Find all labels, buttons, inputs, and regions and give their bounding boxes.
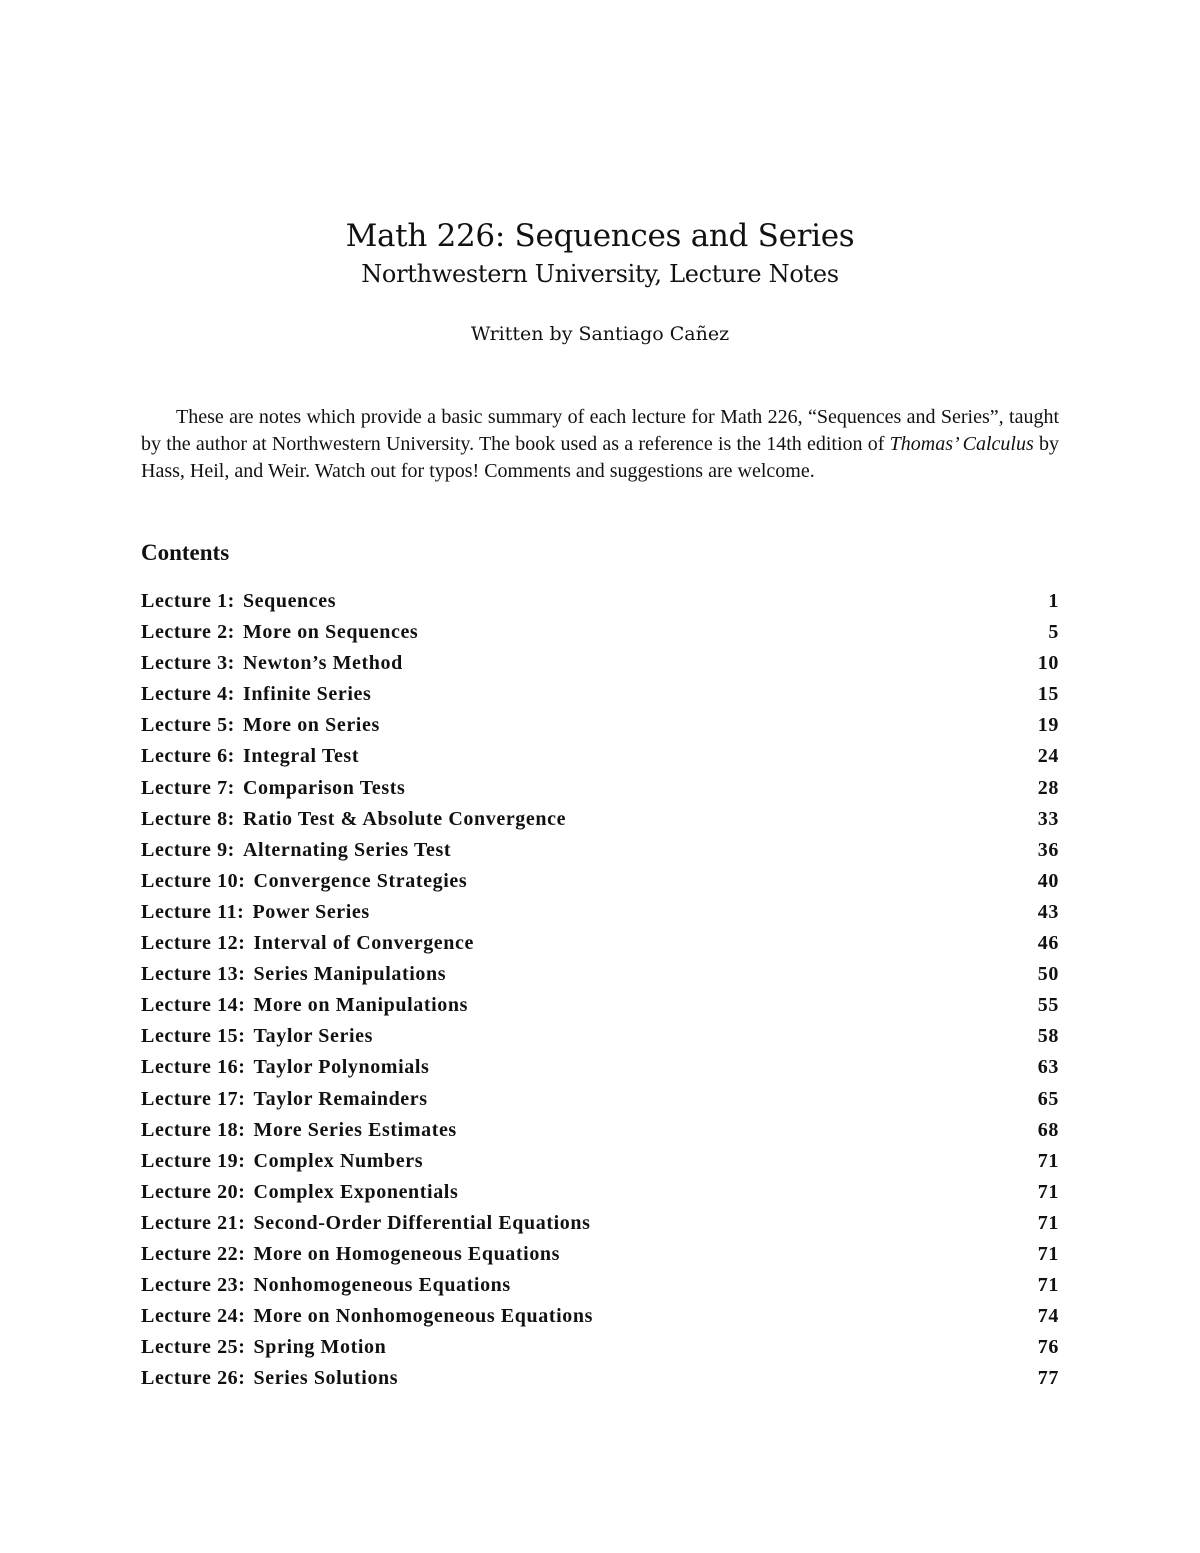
toc-entry-title [141,1119,457,1142]
toc-lecture-label: Lecture 10: [141,869,246,892]
toc-lecture-label: Lecture 9: [141,838,235,861]
toc-lecture-label: Lecture 11: [141,900,245,923]
toc-entry[interactable] [141,994,1059,1025]
toc-page-number: 43 [1037,900,1059,923]
toc-lecture-label: Lecture 19: [141,1149,246,1172]
toc-lecture-label: Lecture 23: [141,1274,246,1297]
toc-entry-title [141,994,468,1017]
toc-entry[interactable] [141,1119,1059,1150]
toc-lecture-title: More Series Estimates [253,1118,457,1141]
toc-lecture-label: Lecture 18: [141,1118,246,1141]
toc-page-number: 76 [1037,1336,1059,1359]
toc-page-number: 19 [1037,714,1059,737]
toc-page-number: 24 [1037,745,1059,768]
toc-page-number: 55 [1037,994,1059,1017]
toc-lecture-title: Interval of Convergence [253,932,474,955]
toc-page-number: 71 [1037,1274,1059,1297]
toc-lecture-label: Lecture 26: [141,1367,246,1390]
abstract-book-title: Thomas’ Calculus [889,433,1034,455]
toc-entry[interactable] [141,839,1059,870]
toc-page-number: 15 [1037,683,1059,706]
toc-lecture-label: Lecture 2: [141,621,235,644]
toc-entry-title [141,932,474,955]
toc-entry[interactable] [141,1367,1059,1398]
toc-entry-title [141,1025,373,1048]
toc-lecture-title: Power Series [252,900,370,923]
toc-page-number: 46 [1037,932,1059,955]
toc-page-number: 10 [1037,652,1059,675]
toc-page-number: 71 [1037,1180,1059,1203]
contents-heading: Contents [141,540,230,565]
toc-lecture-title: Integral Test [242,745,360,768]
toc-entry-title [141,683,371,706]
toc-lecture-title: Sequences [242,590,337,612]
toc-lecture-label: Lecture 17: [141,1087,246,1110]
toc-lecture-label: Lecture 5: [141,714,235,737]
toc-entry[interactable] [141,808,1059,839]
toc-lecture-title: Taylor Remainders [253,1087,428,1110]
toc-lecture-label: Lecture 4: [141,683,235,706]
toc-entry-title [141,1243,560,1266]
toc-lecture-label: Lecture 20: [141,1180,246,1203]
toc-entry-title [141,1212,590,1235]
toc-lecture-label: Lecture 6: [141,745,235,768]
toc-lecture-label: Lecture 12: [141,932,246,955]
toc-page-number: 71 [1037,1211,1059,1234]
toc-lecture-title: More on Nonhomogeneous Equations [253,1305,593,1328]
toc-entry[interactable] [141,1150,1059,1181]
toc-lecture-label: Lecture 14: [141,994,246,1017]
abstract-paragraph [141,404,1059,485]
toc-lecture-title: Convergence Strategies [253,869,468,892]
toc-entry-title [141,901,370,924]
toc-entry[interactable] [141,901,1059,932]
toc-lecture-label: Lecture 15: [141,1025,246,1048]
toc-lecture-label: Lecture 3: [141,652,235,675]
toc-entry[interactable] [141,870,1059,901]
toc-page-number: 40 [1037,869,1059,892]
toc-lecture-title: More on Series [242,714,380,737]
toc-lecture-label: Lecture 22: [141,1242,246,1265]
toc-page-number: 74 [1037,1305,1059,1328]
toc-entry-title [141,652,403,675]
toc-lecture-title: More on Manipulations [253,994,469,1017]
toc-entry-title [141,1088,428,1111]
toc-entry[interactable] [141,652,1059,683]
document-subtitle: Northwestern University, Lecture Notes [361,260,839,288]
author-line: Written by Santiago Cañez [470,323,730,345]
toc-entry[interactable] [141,590,1059,621]
toc-page-number: 71 [1037,1149,1059,1172]
toc-entry-title [141,745,359,768]
toc-entry-title [141,590,336,613]
toc-lecture-title: More on Sequences [242,621,419,644]
toc-entry[interactable] [141,1336,1059,1367]
toc-lecture-title: Newton’s Method [242,652,403,675]
toc-entry[interactable] [141,963,1059,994]
toc-lecture-title: Series Solutions [253,1367,399,1390]
toc-entry[interactable] [141,1274,1059,1305]
toc-lecture-title: Complex Numbers [253,1149,424,1172]
toc-lecture-title: Infinite Series [242,683,372,706]
abstract-text-part2: by Hass, Heil, and Weir. Watch out for typos! Comments and suggestions are welcome. [141,433,1060,482]
toc-page-number: 28 [1037,776,1059,799]
toc-entry-title [141,1274,511,1297]
toc-entry[interactable] [141,1025,1059,1056]
toc-page-number: 63 [1037,1056,1059,1079]
toc-entry-title [141,808,566,831]
toc-entry-title [141,1367,398,1390]
toc-entry[interactable] [141,714,1059,745]
toc-lecture-title: Series Manipulations [253,963,447,986]
toc-lecture-title: Ratio Test & Absolute Convergence [242,807,567,830]
toc-entry-title [141,963,446,986]
toc-entry-title [141,1336,386,1359]
toc-entry[interactable] [141,745,1059,776]
toc-entry-title [141,621,418,644]
toc-page-number: 36 [1037,838,1059,861]
toc-lecture-title: Spring Motion [253,1336,387,1359]
toc-entry[interactable] [141,683,1059,714]
toc-entry-title [141,777,405,800]
toc-lecture-title: Taylor Series [253,1025,374,1048]
toc-entry[interactable] [141,777,1059,808]
toc-entry-title [141,714,380,737]
toc-lecture-title: Nonhomogeneous Equations [253,1274,511,1297]
document-title: Math 226: Sequences and Series [345,218,855,254]
toc-entry-title [141,870,467,893]
toc-lecture-label: Lecture 24: [141,1305,246,1328]
toc-lecture-title: Taylor Polynomials [253,1056,430,1079]
toc-lecture-label: Lecture 13: [141,963,246,986]
toc-page-number: 71 [1037,1242,1059,1265]
toc-page-number: 77 [1037,1367,1059,1390]
toc-entry[interactable] [141,1305,1059,1336]
toc-entry[interactable] [141,621,1059,652]
toc-lecture-label: Lecture 21: [141,1211,246,1234]
toc-lecture-title: Second-Order Differential Equations [253,1211,591,1234]
toc-lecture-title: Complex Exponentials [253,1180,459,1203]
toc-lecture-label: Lecture 25: [141,1336,246,1359]
toc-entry-title [141,1181,458,1204]
table-of-contents [141,590,1059,1398]
toc-lecture-label: Lecture 16: [141,1056,246,1079]
toc-entry[interactable] [141,932,1059,963]
toc-entry-title [141,1150,423,1173]
toc-entry-title [141,1305,593,1328]
toc-lecture-label: Lecture 1: [141,590,235,612]
toc-entry[interactable] [141,1243,1059,1274]
toc-lecture-label: Lecture 7: [141,776,235,799]
toc-entry-title [141,1056,429,1079]
toc-lecture-title: Alternating Series Test [242,838,452,861]
toc-lecture-title: Comparison Tests [242,776,406,799]
toc-page-number: 65 [1037,1087,1059,1110]
toc-entry[interactable] [141,1088,1059,1119]
toc-page-number: 5 [1048,621,1059,644]
toc-entry-title [141,839,451,862]
toc-entry[interactable] [141,1181,1059,1212]
toc-page-number: 33 [1037,807,1059,830]
toc-lecture-title: More on Homogeneous Equations [253,1242,561,1265]
toc-page-number: 68 [1037,1118,1059,1141]
abstract-text-part1: These are notes which provide a basic summary of each lecture for Math 226, “Sequences and Series”, taught by the author at Northwestern University. The book used as a reference is the 14th edition of [141,406,1059,455]
toc-entry[interactable] [141,1056,1059,1087]
toc-page-number: 58 [1037,1025,1059,1048]
toc-lecture-label: Lecture 8: [141,807,235,830]
toc-entry[interactable] [141,1212,1059,1243]
toc-page-number: 50 [1037,963,1059,986]
toc-page-number: 1 [1048,590,1059,612]
